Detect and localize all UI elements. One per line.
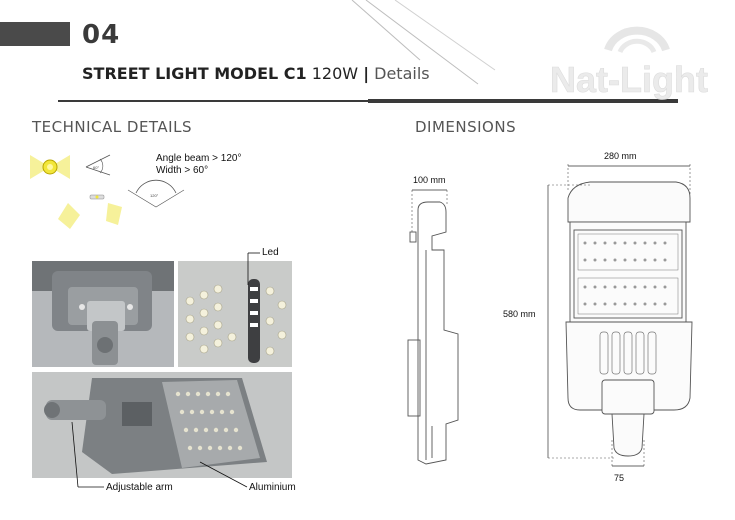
svg-text:60°: 60°: [93, 165, 100, 170]
dimension-length: 580 mm: [503, 309, 536, 319]
dimensions-heading: DIMENSIONS: [415, 118, 517, 136]
svg-text:120°: 120°: [150, 193, 159, 198]
label-adjustable-arm: Adjustable arm: [106, 482, 173, 493]
label-led: Led: [262, 247, 279, 258]
dimension-width: 280 mm: [604, 151, 637, 161]
title-power: 120W: [311, 64, 359, 83]
dimension-arm-width: 75: [614, 473, 625, 483]
title-details: Details: [374, 64, 430, 83]
dimension-depth: 100 mm: [413, 175, 446, 185]
title-separator: |: [363, 64, 370, 83]
angle-beam-spec: Angle beam > 120°: [156, 153, 242, 164]
technical-details-heading: TECHNICAL DETAILS: [32, 118, 192, 136]
title-model: STREET LIGHT MODEL C1: [82, 64, 307, 83]
page-number: 04: [82, 20, 121, 50]
svg-text:Nat-Light: Nat-Light: [550, 59, 708, 100]
label-aluminium: Aluminium: [249, 482, 296, 493]
width-spec: Width > 60°: [156, 165, 209, 176]
